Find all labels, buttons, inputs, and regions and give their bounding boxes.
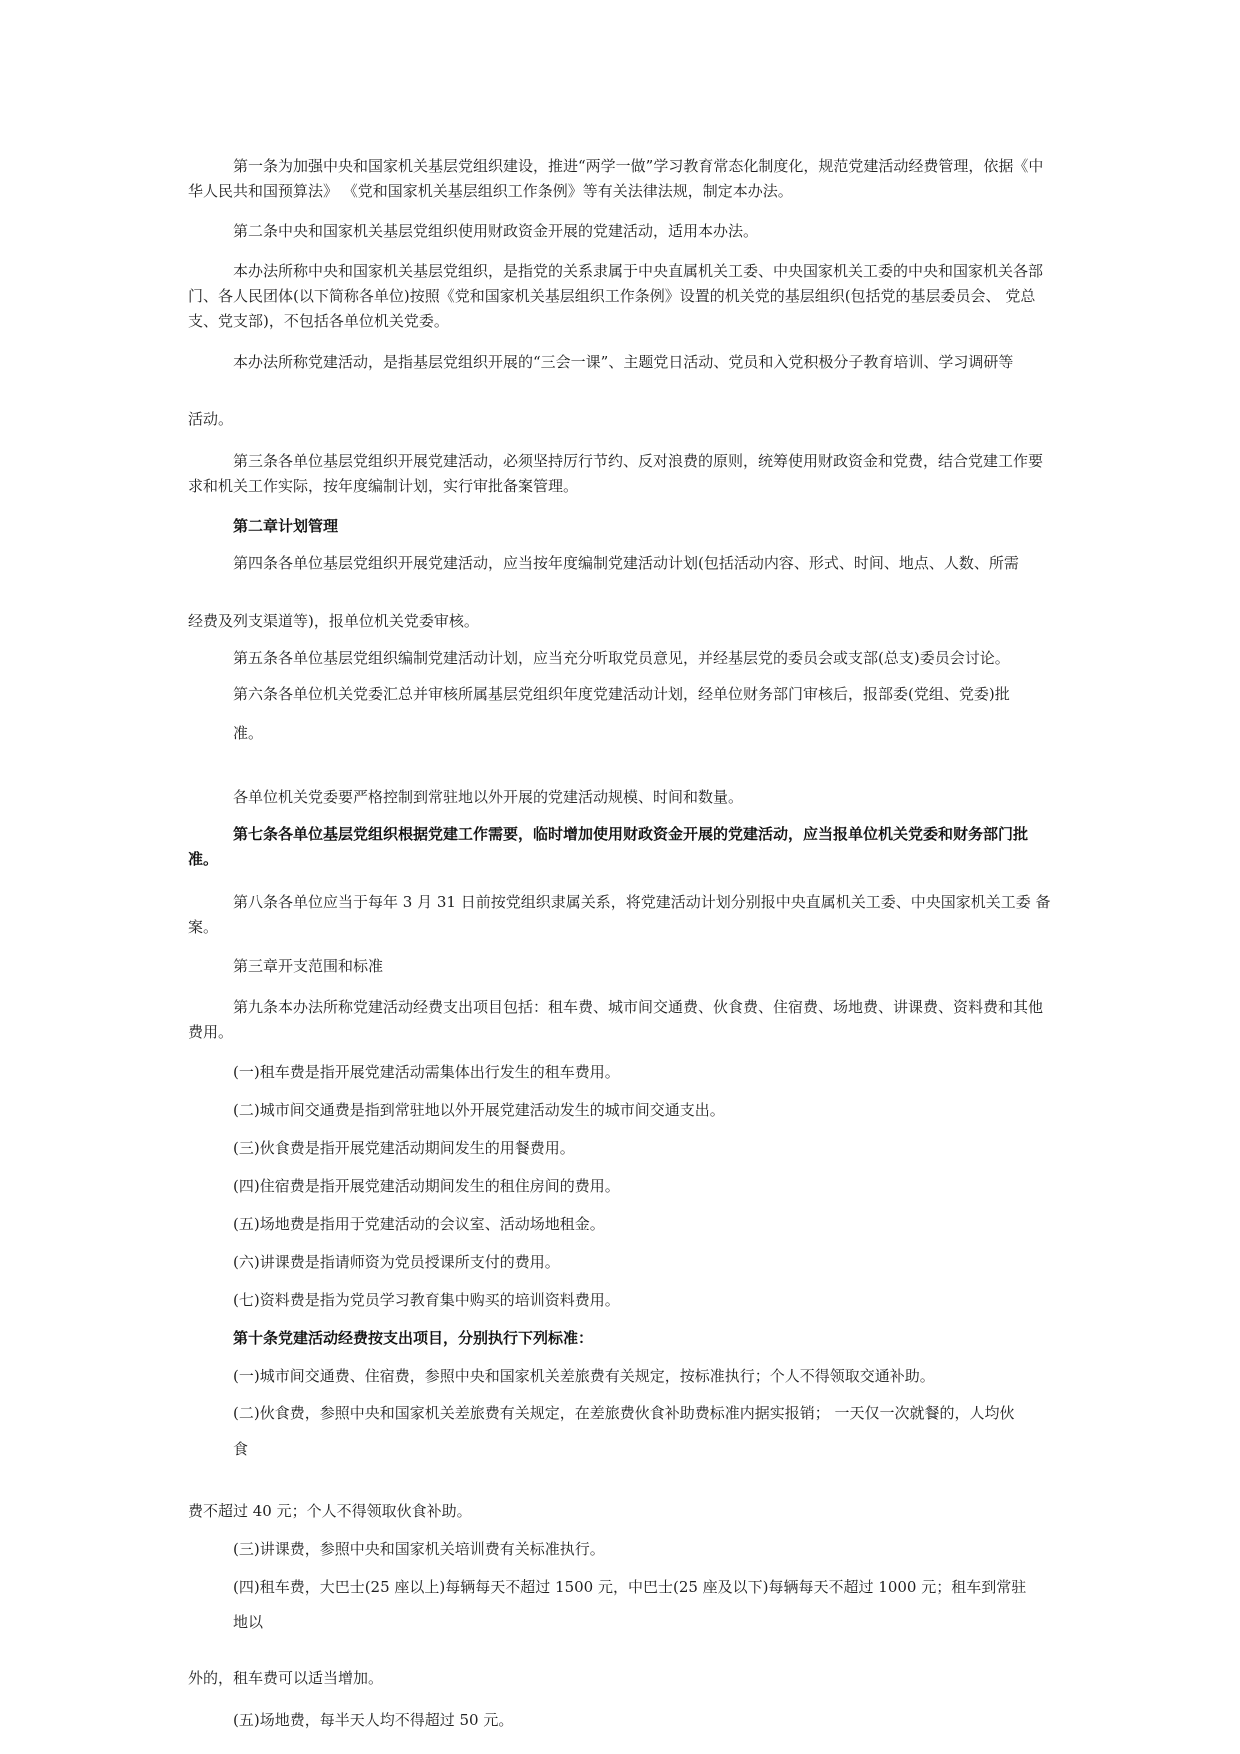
- chapter-3-heading: 第三章开支范围和标准: [233, 957, 384, 975]
- article-4: 第四条各单位基层党组织开展党建活动，应当按年度编制党建活动计划(包括活动内容、形式、时间、地点、人数、所需: [233, 554, 1019, 572]
- article-9-item-5: (五)场地费是指用于党建活动的会议室、活动场地租金。: [233, 1215, 605, 1233]
- article-1: 第一条为加强中央和国家机关基层党组织建设，推进“两学一做”学习教育常态化制度化，规范党建活动经费管理，依据《中华人民共和国预算法》 《党和国家机关基层组织工作条例》等有关法律法规，制定本办法。: [188, 157, 1044, 200]
- article-10-item-4: (四)租车费，大巴士(25 座以上)每辆每天不超过 1500 元，中巴士(25 座及以下)每辆每天不超过 1000 元；租车到常驻: [233, 1578, 1027, 1596]
- article-9-item-7: (七)资料费是指为党员学习教育集中购买的培训资料费用。: [233, 1291, 620, 1309]
- article-6-continuation: 准。: [233, 724, 264, 742]
- article-6-second-paragraph: 各单位机关党委要严格控制到常驻地以外开展的党建活动规模、时间和数量。: [233, 788, 744, 806]
- article-4-continuation: 经费及列支渠道等)，报单位机关党委审核。: [188, 612, 479, 630]
- article-8: 第八条各单位应当于每年 3 月 31 日前按党组织隶属关系，将党建活动计划分别报中央直属机关工委、中央国家机关工委 备案。: [188, 893, 1051, 936]
- article-9: 第九条本办法所称党建活动经费支出项目包括：租车费、城市间交通费、伙食费、住宿费、场地费、讲课费、资料费和其他费用。: [188, 998, 1044, 1041]
- article-6: 第六条各单位机关党委汇总并审核所属基层党组织年度党建活动计划，经单位财务部门审核后，报部委(党组、党委)批: [233, 685, 1010, 703]
- article-10-item-2-continuation: 费不超过 40 元；个人不得领取伙食补助。: [188, 1502, 472, 1520]
- article-2-definition-paragraph: 本办法所称党建活动，是指基层党组织开展的“三会一课”、主题党日活动、党员和入党积极分子教育培训、学习调研等: [233, 353, 1014, 371]
- article-9-item-4: (四)住宿费是指开展党建活动期间发生的租住房间的费用。: [233, 1177, 620, 1195]
- article-10-item-5: (五)场地费，每半天人均不得超过 50 元。: [233, 1711, 514, 1729]
- article-10-item-3: (三)讲课费，参照中央和国家机关培训费有关标准执行。: [233, 1540, 605, 1558]
- article-2: 第二条中央和国家机关基层党组织使用财政资金开展的党建活动，适用本办法。: [233, 222, 759, 240]
- article-2-scope-paragraph: 本办法所称中央和国家机关基层党组织，是指党的关系隶属于中央直属机关工委、中央国家机关工委的中央和国家机关各部门、各人民团体(以下简称各单位)按照《党和国家机关基层组织工作条例》设置的机关党的基层组织(包括党的基层委员会、 党总支、党支部)，不包括各单位机关党委。: [188, 262, 1044, 330]
- article-10: 第十条党建活动经费按支出项目，分别执行下列标准：: [233, 1329, 594, 1347]
- article-7: 第七条各单位基层党组织根据党建工作需要，临时增加使用财政资金开展的党建活动，应当报单位机关党委和财务部门批准。: [188, 825, 1029, 868]
- article-10-item-4-continuation: 外的，租车费可以适当增加。: [188, 1669, 384, 1687]
- article-9-item-3: (三)伙食费是指开展党建活动期间发生的用餐费用。: [233, 1139, 575, 1157]
- article-10-item-4-wrap: 地以: [233, 1613, 264, 1631]
- article-2-definition-continuation: 活动。: [188, 410, 234, 428]
- article-10-item-1: (一)城市间交通费、住宿费，参照中央和国家机关差旅费有关规定，按标准执行；个人不得领取交通补助。: [233, 1367, 935, 1385]
- article-5: 第五条各单位基层党组织编制党建活动计划，应当充分听取党员意见，并经基层党的委员会或支部(总支)委员会讨论。: [233, 649, 1010, 667]
- article-9-item-1: (一)租车费是指开展党建活动需集体出行发生的租车费用。: [233, 1063, 620, 1081]
- chapter-2-heading: 第二章计划管理: [233, 517, 339, 535]
- article-10-item-2-wrap: 食: [233, 1440, 249, 1458]
- article-10-item-2: (二)伙食费，参照中央和国家机关差旅费有关规定，在差旅费伙食补助费标准内据实报销； 一天仅一次就餐的，人均伙: [233, 1404, 1015, 1422]
- article-3: 第三条各单位基层党组织开展党建活动，必须坚持厉行节约、反对浪费的原则，统筹使用财政资金和党费，结合党建工作要求和机关工作实际，按年度编制计划，实行审批备案管理。: [188, 452, 1044, 495]
- article-9-item-2: (二)城市间交通费是指到常驻地以外开展党建活动发生的城市间交通支出。: [233, 1101, 725, 1119]
- article-9-item-6: (六)讲课费是指请师资为党员授课所支付的费用。: [233, 1253, 560, 1271]
